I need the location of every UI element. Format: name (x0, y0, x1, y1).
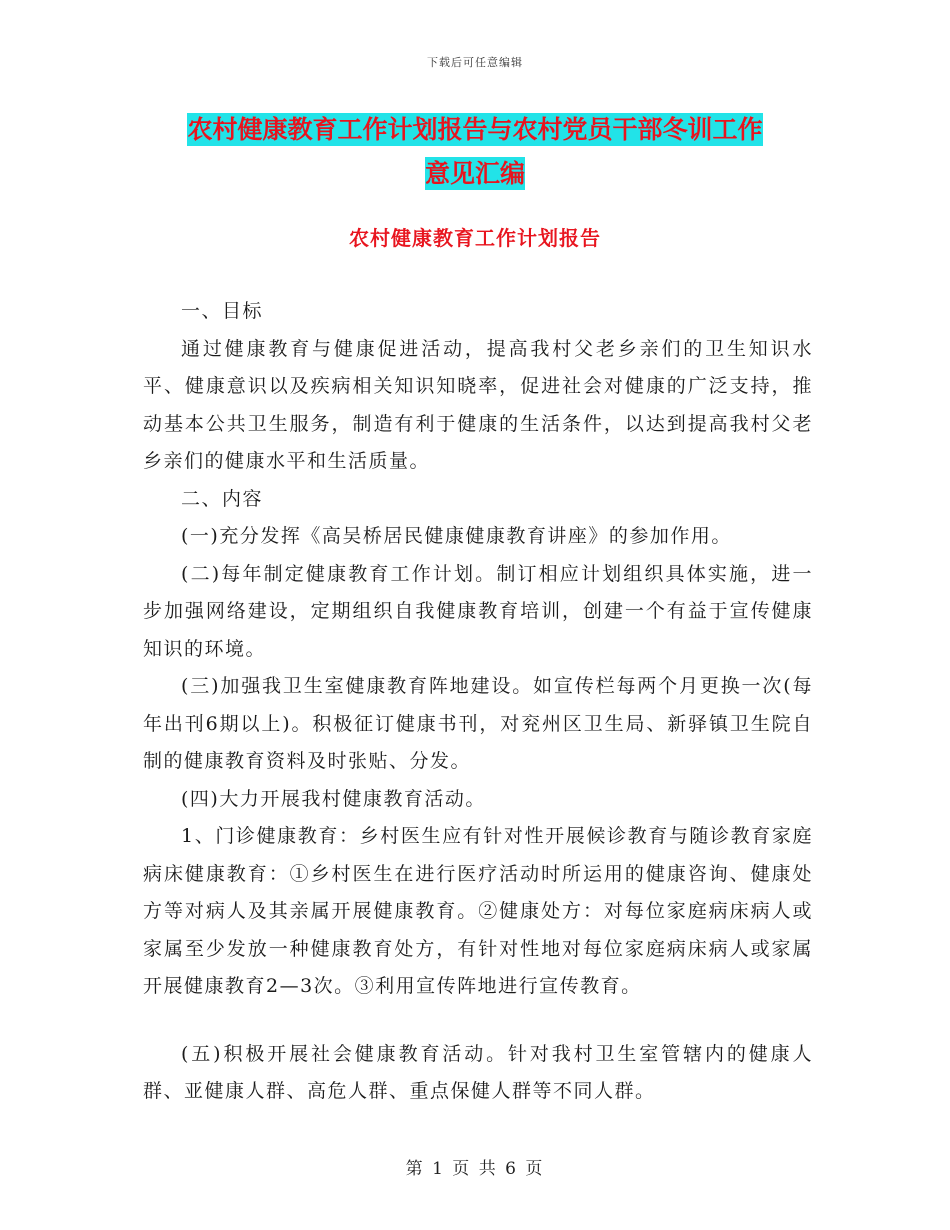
document-title-line1: 农村健康教育工作计划报告与农村党员干部冬训工作 (187, 115, 763, 144)
document-body (143, 293, 813, 1111)
paragraph-item-2: (二)每年制定健康教育工作计划。制订相应计划组织具体实施，进一步加强网络建设，定期组织自我健康教育培训，创建一个有益于宣传健康知识的环境。 (143, 562, 813, 660)
document-title-line2: 意见汇编 (424, 159, 525, 188)
heading-goal: 一、目标 (181, 300, 264, 322)
header-note: 下载后可任意编辑 (427, 56, 523, 69)
paragraph-clinic-education: 1、门诊健康教育：乡村医生应有针对性开展候诊教育与随诊教育家庭病床健康教育：①乡村医生在进行医疗活动时所运用的健康咨询、健康处方等对病人及其亲属开展健康教育。②健康处方：对每位家庭病床病人或家属至少发放一种健康教育处方，有针对性地对每位家庭病床病人或家属开展健康教育2—3次。③利用宣传阵地进行宣传教育。 (143, 825, 813, 997)
heading-content: 二、内容 (181, 487, 264, 510)
paragraph-item-3: (三)加强我卫生室健康教育阵地建设。如宣传栏每两个月更换一次(每年出刊6期以上)。积极征订健康书刊，对兖州区卫生局、新驿镇卫生院自制的健康教育资料及时张贴、分发。 (143, 675, 813, 772)
document-title (140, 108, 810, 196)
section-title: 农村健康教育工作计划报告 (349, 226, 601, 250)
paragraph-goal: 通过健康教育与健康促进活动，提高我村父老乡亲们的卫生知识水平、健康意识以及疾病相关知识知晓率，促进社会对健康的广泛支持，推动基本公共卫生服务，制造有利于健康的生活条件，以达到提高我村父老乡亲们的健康水平和生活质量。 (143, 337, 813, 472)
paragraph-item-1: (一)充分发挥《高吴桥居民健康健康教育讲座》的参加作用。 (181, 525, 732, 547)
paragraph-item-5: (五)积极开展社会健康教育活动。针对我村卫生室管辖内的健康人群、亚健康人群、高危人群、重点保健人群等不同人群。 (143, 1042, 813, 1102)
page-number: 第 1 页 共 6 页 (405, 1159, 545, 1179)
paragraph-item-4: (四)大力开展我村健康教育活动。 (181, 787, 486, 810)
